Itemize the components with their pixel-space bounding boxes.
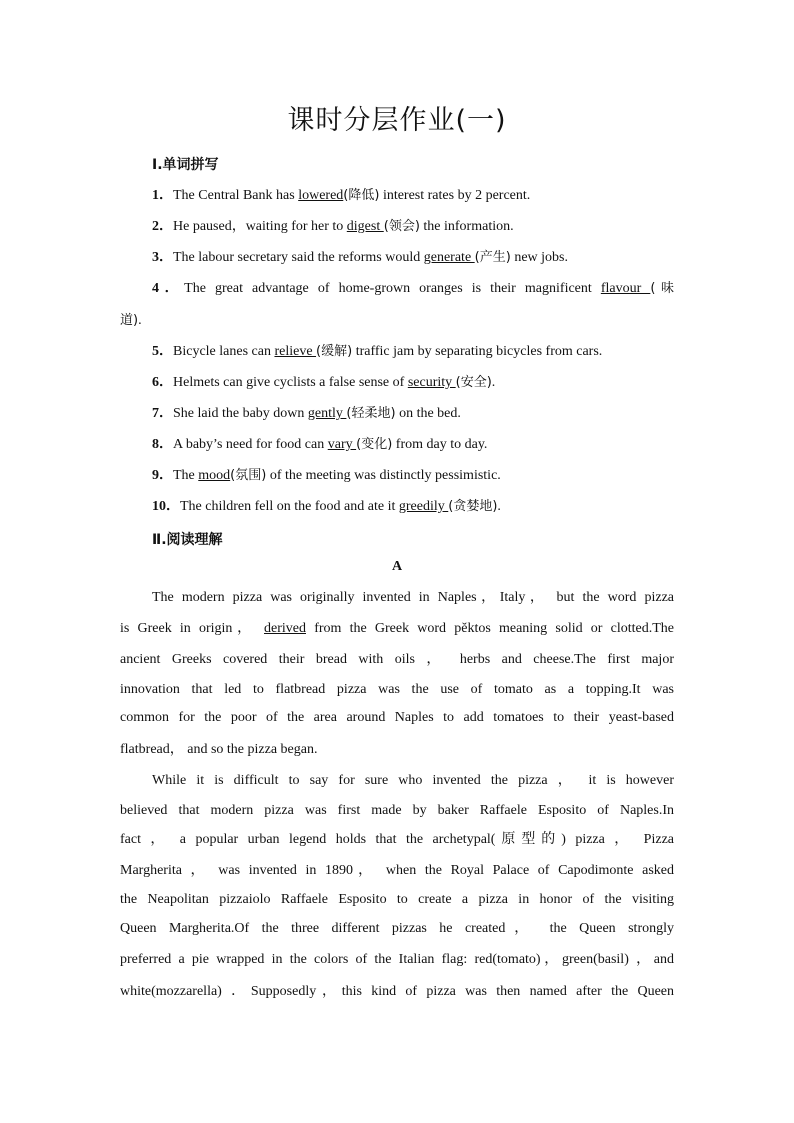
line-text: is Greek in origin， xyxy=(120,621,265,636)
spelling-item xyxy=(152,404,706,424)
paragraph-line xyxy=(120,619,674,639)
item-number: 9． xyxy=(152,468,173,483)
spelling-item xyxy=(120,311,674,331)
item-hint: (缓解) xyxy=(316,344,353,359)
spelling-item xyxy=(152,435,706,455)
item-hint: (变化) xyxy=(356,437,393,452)
section-heading-reading: Ⅱ.阅读理解 xyxy=(152,532,223,548)
spelling-item xyxy=(152,466,706,486)
item-text: He paused，waiting for her to xyxy=(173,219,347,234)
paragraph-line: flatbread， and so the pizza began. xyxy=(120,742,318,757)
spelling-item xyxy=(152,279,674,299)
item-number: 2． xyxy=(152,219,173,234)
paragraph-line: common for the poor of the area around Naples to add tomatoes to their yeast-based xyxy=(120,710,674,725)
item-text: interest rates by 2 percent. xyxy=(379,188,531,203)
spelling-item xyxy=(152,373,706,393)
item-answer: gently xyxy=(307,406,347,421)
item-text: traffic jam by separating bicycles from cars. xyxy=(352,344,603,359)
item-number: 6． xyxy=(152,375,173,390)
passage-heading: A xyxy=(391,559,403,574)
paragraph-line: Queen Margherita.Of the three different pizzas he created， the Queen strongly xyxy=(120,921,674,936)
item-text: on the bed. xyxy=(395,406,461,421)
item-text: . xyxy=(497,499,501,514)
spelling-item xyxy=(152,248,706,268)
item-text: of the meeting was distinctly pessimistic. xyxy=(266,468,501,483)
item-text: The great advantage of home-grown oranges is their magnificent xyxy=(184,281,601,296)
item-answer: flavour xyxy=(600,281,651,296)
item-answer: mood xyxy=(198,468,231,483)
item-text: The children fell on the food and ate it xyxy=(180,499,399,514)
item-text: The labour secretary said the reforms would xyxy=(173,250,424,265)
item-answer: digest xyxy=(346,219,384,234)
paragraph-line: preferred a pie wrapped in the colors of the Italian flag: red(tomato)，green(basil) ，and xyxy=(120,952,674,967)
paragraph-line: the Neapolitan pizzaiolo Raffaele Esposito to create a pizza in honor of the visiting xyxy=(120,892,674,907)
item-number: 4． xyxy=(152,281,185,296)
item-text: She laid the baby down xyxy=(173,406,308,421)
item-hint: (安全) xyxy=(455,375,492,390)
item-hint: (贪婪地) xyxy=(448,499,498,514)
item-number: 3． xyxy=(152,250,173,265)
item-text: A baby’s need for food can xyxy=(173,437,328,452)
item-hint: (氛围) xyxy=(230,468,267,483)
paragraph-line: ancient Greeks covered their bread with oils ， herbs and cheese.The first major xyxy=(120,652,674,667)
item-answer: security xyxy=(407,375,456,390)
spelling-item xyxy=(152,217,706,237)
item-answer: greedily xyxy=(398,499,449,514)
section-heading-spelling: Ⅰ.单词拼写 xyxy=(152,157,219,173)
item-hint: 道) xyxy=(120,313,139,328)
item-text: Helmets can give cyclists a false sense of xyxy=(173,375,408,390)
item-number: 8． xyxy=(152,437,173,452)
item-hint: (味 xyxy=(650,281,674,296)
item-text: Bicycle lanes can xyxy=(173,344,275,359)
paragraph-line: innovation that led to flatbread pizza was the use of tomato as a topping.It was xyxy=(120,682,674,697)
item-text: new jobs. xyxy=(510,250,568,265)
item-hint: (轻柔地) xyxy=(346,406,396,421)
paragraph-line: fact ， a popular urban legend holds that the archetypal(原型的) pizza ， Pizza xyxy=(120,832,674,847)
item-text: The xyxy=(173,468,199,483)
item-hint: (降低) xyxy=(343,188,380,203)
page-title: 课时分层作业(一) xyxy=(287,105,507,136)
item-answer: lowered xyxy=(298,188,344,203)
item-hint: (产生) xyxy=(474,250,511,265)
item-number: 10． xyxy=(152,499,180,514)
paragraph-line: Margherita ， was invented in 1890， when the Royal Palace of Capodimonte asked xyxy=(120,863,674,878)
paragraph-line: While it is difficult to say for sure who invented the pizza ， it is however xyxy=(152,773,674,788)
spelling-item xyxy=(152,342,706,362)
paragraph-line: white(mozzarella) ．Supposedly，this kind of pizza was then named after the Queen xyxy=(120,984,674,999)
item-answer: vary xyxy=(327,437,357,452)
reading-answer: derived xyxy=(264,621,306,636)
spelling-item xyxy=(152,186,706,206)
spelling-item xyxy=(152,497,706,517)
item-text: . xyxy=(491,375,496,390)
item-number: 1． xyxy=(152,188,173,203)
item-answer: generate xyxy=(423,250,475,265)
item-text: from day to day. xyxy=(392,437,488,452)
item-text: the information. xyxy=(419,219,514,234)
item-text: The Central Bank has xyxy=(173,188,299,203)
item-text: . xyxy=(138,313,142,328)
item-number: 7． xyxy=(152,406,173,421)
item-answer: relieve xyxy=(274,344,317,359)
item-number: 5． xyxy=(152,344,173,359)
item-hint: (领会) xyxy=(383,219,420,234)
paragraph-line: The modern pizza was originally invented in Naples，Italy， but the word pizza xyxy=(152,590,674,605)
line-text: from the Greek word pĕktos meaning solid or clotted.The xyxy=(306,621,674,636)
paragraph-line: believed that modern pizza was first made by baker Raffaele Esposito of Naples.In xyxy=(120,803,674,818)
